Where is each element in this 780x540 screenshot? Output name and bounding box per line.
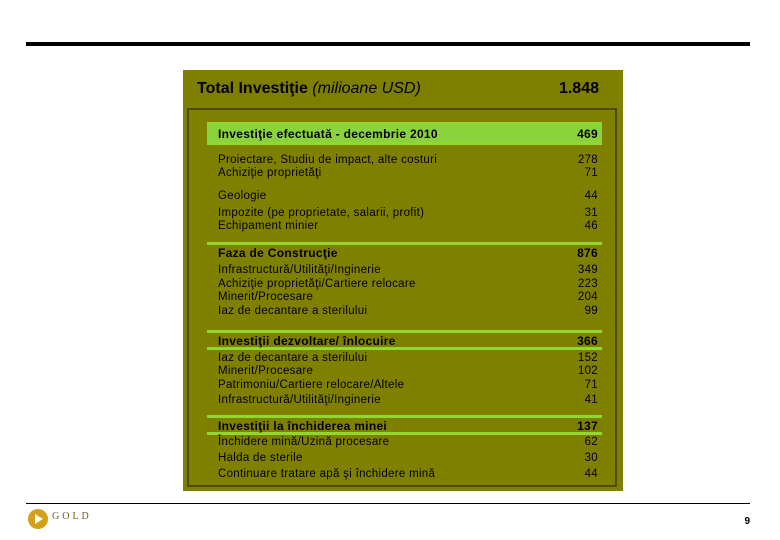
row-label: Infrastructură/Utilităţi/Inginerie [218,394,381,406]
section-title: Investiţii la închiderea minei [218,419,388,433]
row-label: Echipament minier [218,220,319,232]
table-row [218,190,598,202]
panel-header [185,72,617,106]
table-row [218,154,598,166]
row-value: 223 [577,278,598,290]
row-label: Iaz de decantare a sterilului [218,305,368,317]
table-row [218,379,598,391]
section-title: Faza de Construcţie [218,246,338,260]
table-row [218,305,598,317]
row-label: Proiectare, Studiu de impact, alte costuri [218,154,438,166]
row-label: Patrimoniu/Cartiere relocare/Altele [218,379,405,391]
row-value: 31 [584,207,598,219]
row-value: 278 [577,154,598,166]
table-row [218,468,598,480]
section-title-row-4 [218,420,598,432]
row-value: 71 [584,167,598,179]
table-row [218,264,598,276]
row-value: 30 [584,452,598,464]
bottom-divider [26,503,750,504]
logo-tagline [52,522,92,527]
row-value: 41 [584,394,598,406]
row-value: 71 [584,379,598,391]
table-row [218,394,598,406]
row-label: Minerit/Procesare [218,291,314,303]
table-row [218,452,598,464]
logo-text: GOLD [52,510,92,522]
play-circle-icon [28,509,48,529]
table-row [218,365,598,377]
row-label: Infrastructură/Utilităţi/Inginerie [218,264,381,276]
row-label: Impozite (pe proprietate, salarii, profit) [218,207,425,219]
row-value: 46 [584,220,598,232]
page-number: 9 [744,516,750,527]
row-value: 44 [584,190,598,202]
row-label: Minerit/Procesare [218,365,314,377]
top-divider [26,42,750,46]
row-label: Achiziţie proprietăţi/Cartiere relocare [218,278,416,290]
row-label: Continuare tratare apă şi închidere mină [218,468,436,480]
logo-text-group [52,512,92,527]
investment-panel [183,70,623,491]
company-logo [28,509,92,529]
header-title-group [197,80,421,98]
table-row [218,220,598,232]
section-total: 137 [577,419,598,433]
row-label: Iaz de decantare a sterilului [218,352,368,364]
row-label: Halda de sterile [218,452,303,464]
header-title: Total Investiţie [197,80,308,97]
row-label: Achiziţie proprietăţi [218,167,322,179]
section-total: 876 [577,246,598,260]
table-row [218,278,598,290]
row-value: 44 [584,468,598,480]
section-title-row-2 [218,247,598,259]
row-value: 99 [584,305,598,317]
section-total: 366 [577,334,598,348]
row-label: Închidere mină/Uzină procesare [218,436,390,448]
header-total: 1.848 [558,80,599,97]
row-value: 62 [584,436,598,448]
section-title: Investiţie efectuată - decembrie 2010 [218,127,438,141]
breakdown-table [187,108,617,487]
section-title-row-3 [218,335,598,347]
table-row [218,207,598,219]
table-row [218,352,598,364]
table-row [218,436,598,448]
table-row [218,167,598,179]
table-row [218,291,598,303]
row-label: Geologie [218,190,267,202]
row-value: 349 [577,264,598,276]
row-value: 152 [577,352,598,364]
section-total: 469 [577,127,598,141]
header-subtitle: (milioane USD) [312,80,421,97]
row-value: 102 [577,365,598,377]
row-value: 204 [577,291,598,303]
section-title-row-1 [218,128,598,140]
section-title: Investiţii dezvoltare/ înlocuire [218,334,396,348]
